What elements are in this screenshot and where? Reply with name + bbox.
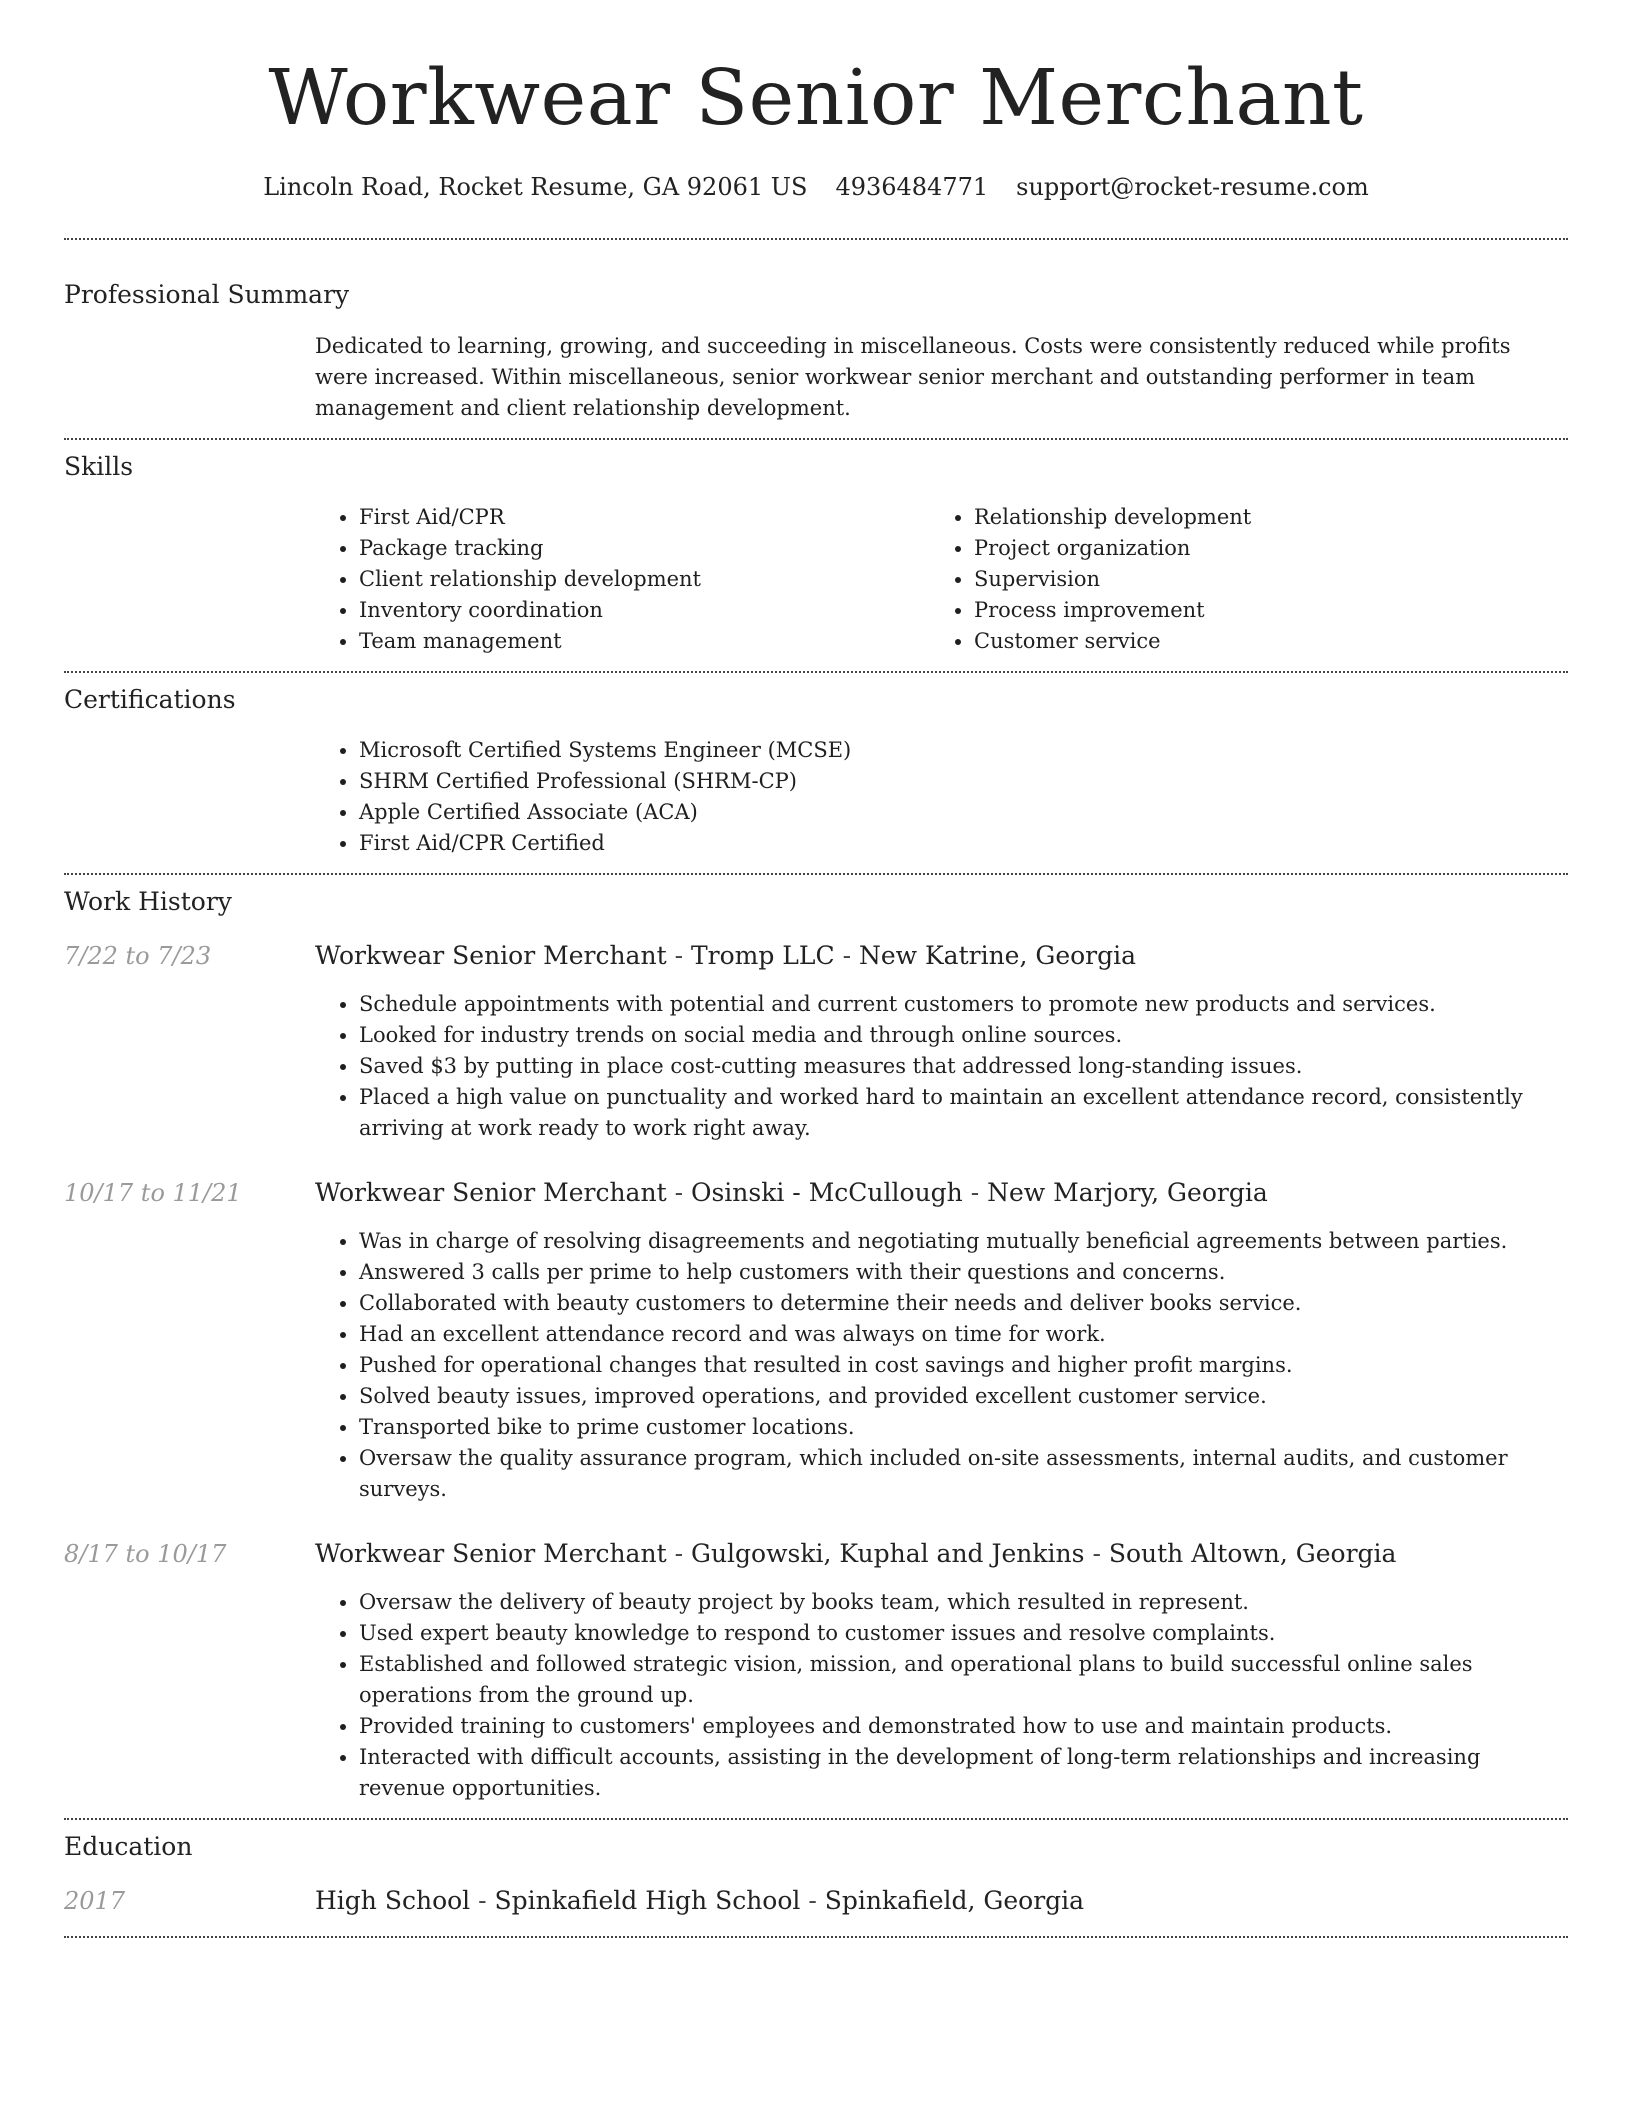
job-bullet: • Collaborated with beauty customers to determine their needs and deliver books service. [359, 1288, 1568, 1319]
job-company: Gulgowski, Kuphal and Jenkins [690, 1538, 1085, 1568]
education-section [64, 1820, 1568, 1916]
skill-item: • Client relationship development [359, 564, 930, 595]
job-heading [315, 1539, 1396, 1569]
separator: - [800, 1885, 825, 1915]
job-bullet: • Provided training to customers' employees and demonstrated how to use and maintain products. [359, 1711, 1568, 1742]
skill-item: • Customer service [974, 626, 1545, 657]
job-bullet: • Looked for industry trends on social media and through online sources. [359, 1020, 1568, 1051]
section-title: Professional Summary [64, 279, 350, 309]
job-bullet: • Saved $3 by putting in place cost-cutting measures that addressed long-standing issues. [359, 1051, 1568, 1082]
summary-section [64, 240, 1568, 424]
separator: - [666, 1177, 691, 1207]
skill-item: • Team management [359, 626, 930, 657]
job-role: Workwear Senior Merchant [315, 1538, 667, 1568]
section-title: Education [64, 1831, 193, 1861]
section-title: Skills [64, 451, 134, 481]
skill-item: • Package tracking [359, 533, 930, 564]
skills-section [64, 440, 1568, 657]
job-bullet: • Interacted with difficult accounts, assisting in the development of long-term relationships and increasing revenue opportunities. [359, 1742, 1568, 1804]
contact-line [64, 173, 1568, 202]
job-bullet: • Had an excellent attendance record and was always on time for work. [359, 1319, 1568, 1350]
school-location: Spinkafield, Georgia [824, 1885, 1085, 1915]
work-history-section [64, 875, 1568, 1804]
skill-item: • Relationship development [974, 502, 1545, 533]
separator: - [962, 1177, 988, 1207]
separator: - [1084, 1538, 1109, 1568]
job-location: New Katrine, Georgia [858, 940, 1137, 970]
degree: High School [315, 1885, 471, 1915]
job-bullet: • Transported bike to prime customer locations. [359, 1412, 1568, 1443]
job-bullet: • Used expert beauty knowledge to respond to customer issues and resolve complaints. [359, 1618, 1568, 1649]
job-bullet: • Solved beauty issues, improved operations, and provided excellent customer service. [359, 1381, 1568, 1412]
divider [64, 1936, 1568, 1938]
job-bullet: • Answered 3 calls per prime to help customers with their questions and concerns. [359, 1257, 1568, 1288]
education-entry [64, 1886, 1568, 1916]
skills-column-left [315, 502, 930, 657]
skills-column-right [930, 502, 1545, 657]
job-role: Workwear Senior Merchant [315, 1177, 667, 1207]
summary-text: Dedicated to learning, growing, and succeeding in miscellaneous. Costs were consistently reduced while profits were increased. Within miscellaneous, senior workwear senior merchant and outstanding performer in team management and client relationship development. [315, 333, 1511, 420]
job-bullet: • Oversaw the delivery of beauty project by books team, which resulted in represent. [359, 1587, 1568, 1618]
education-year: 2017 [64, 1886, 126, 1915]
certification-item: • Microsoft Certified Systems Engineer (MCSE) [359, 735, 1568, 766]
section-title: Certifications [64, 684, 236, 714]
job-dates: 8/17 to 10/17 [64, 1539, 227, 1568]
job-dates: 7/22 to 7/23 [64, 941, 212, 970]
separator: - [666, 1538, 691, 1568]
separator: - [834, 940, 859, 970]
job-bullet: • Schedule appointments with potential and current customers to promote new products and services. [359, 989, 1568, 1020]
job-entry [64, 941, 1568, 1144]
job-entry [64, 1178, 1568, 1505]
job-company: Osinski - McCullough [690, 1177, 963, 1207]
certification-item: • Apple Certified Associate (ACA) [359, 797, 1568, 828]
certifications-section [64, 673, 1568, 859]
job-location: South Altown, Georgia [1108, 1538, 1397, 1568]
job-bullet: • Placed a high value on punctuality and worked hard to maintain an excellent attendance record, consistently arriving at work ready to work right away. [359, 1082, 1568, 1144]
job-bullet: • Established and followed strategic vision, mission, and operational plans to build successful online sales operations from the ground up. [359, 1649, 1568, 1711]
job-heading [315, 941, 1136, 971]
certification-item: • First Aid/CPR Certified [359, 828, 1568, 859]
job-bullet: • Was in charge of resolving disagreements and negotiating mutually beneficial agreements between parties. [359, 1226, 1568, 1257]
education-heading [315, 1886, 1084, 1916]
job-entry [64, 1539, 1568, 1804]
job-role: Workwear Senior Merchant [315, 940, 667, 970]
email: support@rocket-resume.com [1016, 173, 1369, 201]
job-heading [315, 1178, 1268, 1208]
job-location: New Marjory, Georgia [987, 1177, 1268, 1207]
separator: - [470, 1885, 495, 1915]
job-company: Tromp LLC [690, 940, 835, 970]
skill-item: • Project organization [974, 533, 1545, 564]
job-dates: 10/17 to 11/21 [64, 1178, 242, 1207]
job-bullet: • Pushed for operational changes that resulted in cost savings and higher profit margins. [359, 1350, 1568, 1381]
school: Spinkafield High School [494, 1885, 801, 1915]
skill-item: • Supervision [974, 564, 1545, 595]
candidate-name: Workwear Senior Merchant [268, 54, 1364, 143]
separator: - [666, 940, 691, 970]
address: Lincoln Road, Rocket Resume, GA 92061 US [263, 173, 808, 201]
phone: 4936484771 [835, 173, 989, 201]
skill-item: • Inventory coordination [359, 595, 930, 626]
section-title: Work History [64, 886, 232, 916]
job-bullet: • Oversaw the quality assurance program, which included on-site assessments, internal audits, and customer surveys. [359, 1443, 1568, 1505]
skill-item: • Process improvement [974, 595, 1545, 626]
certification-item: • SHRM Certified Professional (SHRM-CP) [359, 766, 1568, 797]
skill-item: • First Aid/CPR [359, 502, 930, 533]
